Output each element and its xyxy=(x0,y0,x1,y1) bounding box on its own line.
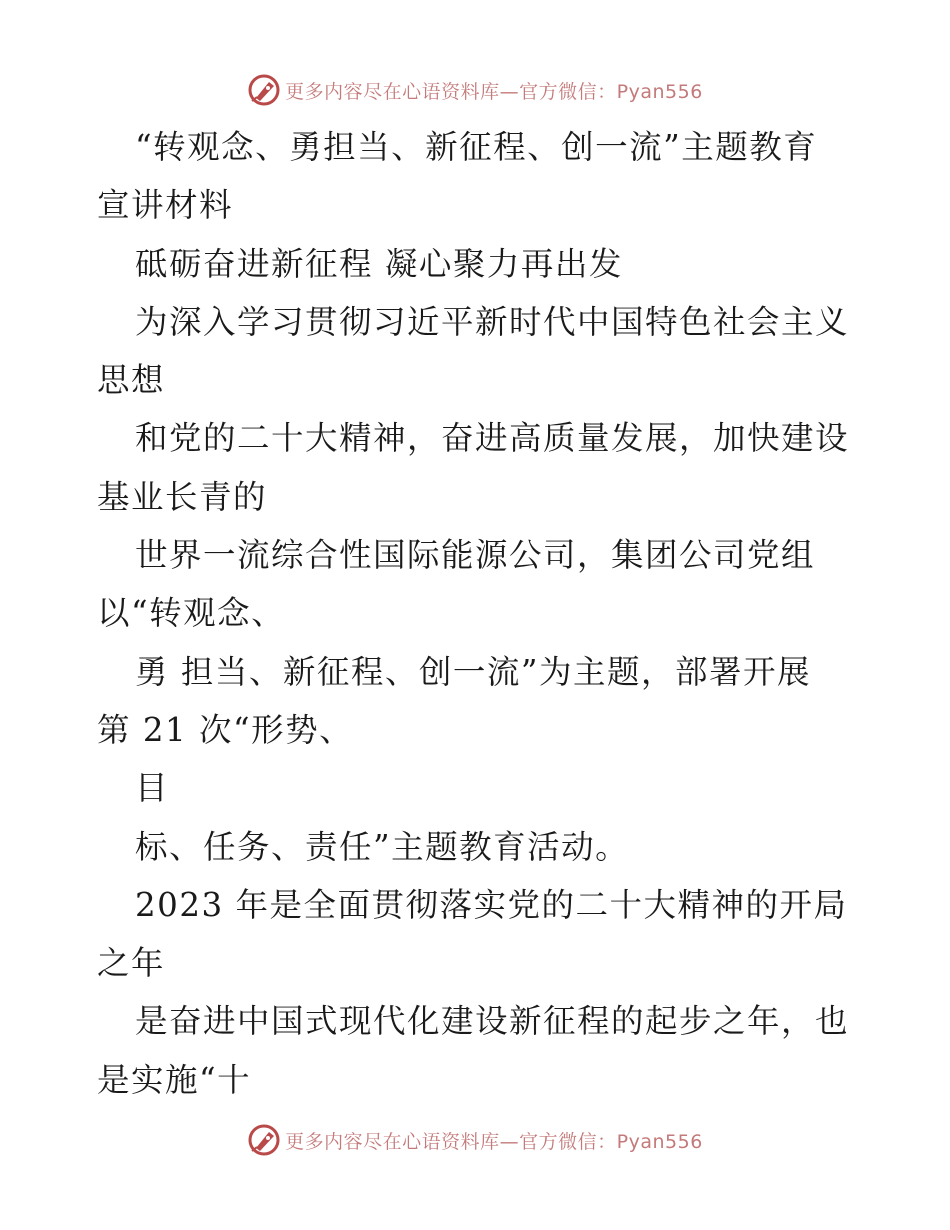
footer-watermark-text: 更多内容尽在心语资料库—官方微信：Pyan556 xyxy=(285,1130,703,1153)
paragraph-line: 之年 xyxy=(97,944,166,983)
paragraph-line: 2023 年是全面贯彻落实党的二十大精神的开局 xyxy=(135,885,848,924)
paragraph-line: 勇 担当、新征程、创一流”为主题，部署开展 xyxy=(135,652,811,691)
paragraph-line: 第 21 次“形势、 xyxy=(97,710,354,749)
title-line-2: 宣讲材料 xyxy=(97,186,234,225)
header-watermark-text: 更多内容尽在心语资料库—官方微信：Pyan556 xyxy=(285,80,703,103)
paragraph-line: 标、任务、责任”主题教育活动。 xyxy=(135,827,630,866)
header-watermark-banner xyxy=(0,70,950,110)
pen-nib-logo-icon xyxy=(247,1123,281,1157)
paragraph-line: 是实施“十 xyxy=(97,1060,252,1099)
paragraph-line: 思想 xyxy=(97,361,166,400)
footer-watermark-banner xyxy=(0,1120,950,1160)
paragraph-line: 和党的二十大精神，奋进高质量发展，加快建设 xyxy=(135,419,850,458)
paragraph-line: 是奋进中国式现代化建设新征程的起步之年，也 xyxy=(135,1002,850,1041)
paragraph-line: 为深入学习贯彻习近平新时代中国特色社会主义 xyxy=(135,302,850,341)
paragraph-line: 基业长青的 xyxy=(97,477,268,516)
title-line-1: “转观念、勇担当、新征程、创一流”主题教育 xyxy=(135,128,818,166)
paragraph-line: 世界一流综合性国际能源公司，集团公司党组 xyxy=(135,536,816,575)
pen-nib-logo-icon xyxy=(247,73,281,107)
paragraph-line: 以“转观念、 xyxy=(97,594,286,633)
subtitle-line: 砥砺奋进新征程 凝心聚力再出发 xyxy=(135,244,623,283)
paragraph-line: 目 xyxy=(135,769,170,808)
document-body xyxy=(97,118,857,1109)
